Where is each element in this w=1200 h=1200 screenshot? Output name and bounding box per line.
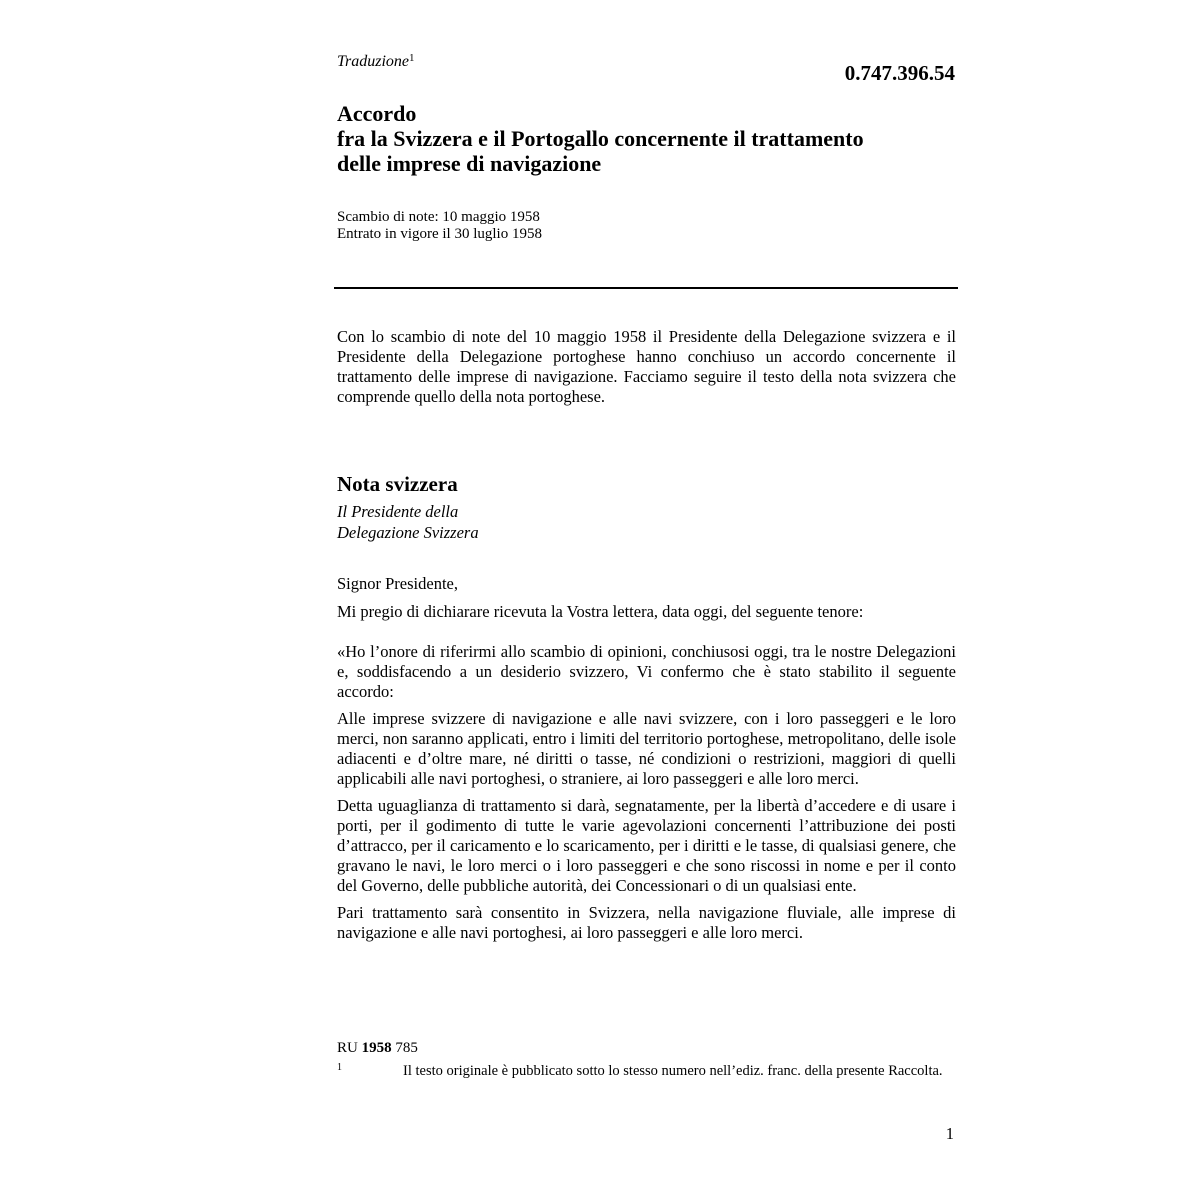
title-line-2: fra la Svizzera e il Portogallo concernente il trattamento	[337, 126, 864, 151]
translation-label: Traduzione$^1$	[337, 52, 415, 70]
ru-year: 1958	[361, 1040, 392, 1056]
sender-block	[337, 501, 956, 543]
footnote-reference: 1	[409, 52, 415, 64]
page-number: 1	[945, 1124, 954, 1143]
exchange-date: Scambio di note: 10 maggio 1958	[337, 209, 540, 225]
footnote-mark: 1	[337, 1062, 342, 1073]
sender-line-2: Delegazione Svizzera	[337, 523, 479, 542]
sr-number: 0.747.396.54	[844, 61, 955, 85]
in-force-date: Entrato in vigore il 30 luglio 1958	[337, 226, 542, 242]
ru-reference: RU 1958 785	[337, 1040, 418, 1056]
letter-paragraph: «Ho l’onore di riferirmi allo scambio di opinioni, conchiusosi oggi, tra le nostre Delegazioni e, soddisfacendo a un desiderio svizzero, Vi confermo che è stato stabilito il seguente accordo:	[337, 642, 956, 701]
title-line-1: Accordo	[337, 101, 417, 126]
intro-paragraph: Con lo scambio di note del 10 maggio 1958 il Presidente della Delegazione svizzera e il Presidente della Delegazione portoghese hanno conchiuso un accordo concernente il trattamento delle imprese di navigazione. Facciamo seguire il testo della nota svizzera che comprende quello della nota portoghese.	[337, 327, 956, 406]
title-line-3: delle imprese di navigazione	[337, 151, 602, 176]
document-title	[337, 101, 956, 176]
letter-paragraph: Detta uguaglianza di trattamento si darà, segnatamente, per la libertà d’accedere e di usare i porti, per il godimento di tutte le varie agevolazioni concernenti l’attribuzione dei posti d’attracco, per il caricamento e lo scaricamento, per i diritti e le tasse, di qualsiasi genere, che gravano le navi, le loro merci o i loro passeggeri e che sono riscossi in nome e per il conto del Governo, delle pubbliche autorità, dei Concessionari o di un qualsiasi ente.	[337, 796, 956, 895]
letter-paragraph: Alle imprese svizzere di navigazione e alle navi svizzere, con i loro passeggeri e le loro merci, non saranno applicati, entro i limiti del territorio portoghese, metropolitano, delle isole adiacenti e d’oltre mare, né diritti o tasse, né condizioni o restrizioni, maggiori di quelli applicabili alle navi portoghesi, o straniere, ai loro passeggeri e alle loro merci.	[337, 709, 956, 788]
document-meta	[337, 209, 956, 243]
section-heading: Nota svizzera	[337, 472, 458, 496]
footnote-text: Il testo originale è pubblicato sotto lo stesso numero nell’ediz. franc. della presente Raccolta.	[403, 1063, 943, 1079]
sender-line-1: Il Presidente della	[337, 502, 459, 521]
letter-body	[337, 642, 956, 950]
footnote	[337, 1059, 956, 1080]
salutation: Signor Presidente,	[337, 574, 458, 593]
acknowledgement: Mi pregio di dichiarare ricevuta la Vostra lettera, data oggi, del seguente tenore:	[337, 602, 864, 621]
title-divider	[334, 287, 958, 289]
letter-paragraph: Pari trattamento sarà consentito in Svizzera, nella navigazione fluviale, alle imprese di navigazione e alle navi portoghesi, ai loro passeggeri e alle loro merci.	[337, 903, 956, 942]
